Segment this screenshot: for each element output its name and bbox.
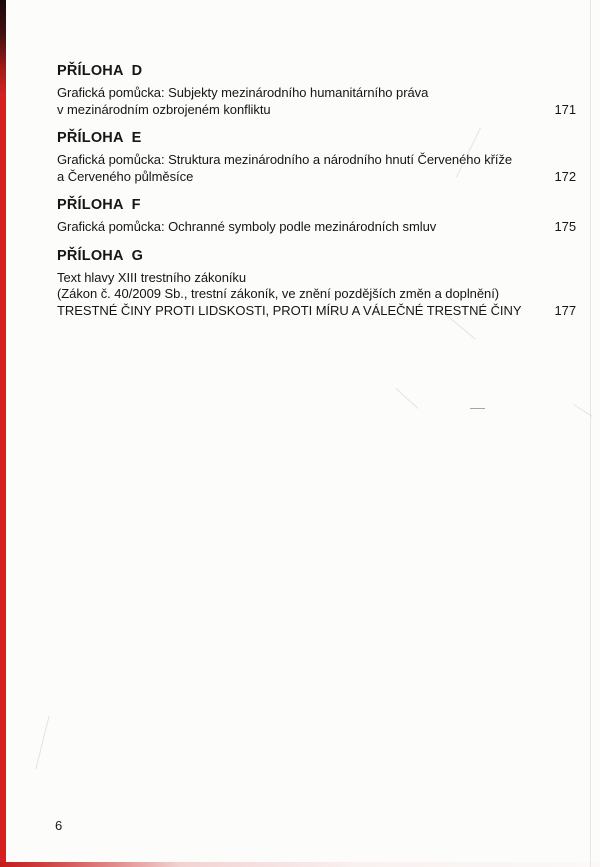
toc-entry-line-text: Grafická pomůcka: Ochranné symboly podle mezinárodních smluv [57, 219, 437, 234]
toc-entry-line-with-page [57, 303, 576, 320]
table-of-contents [57, 64, 576, 332]
toc-entry-priloha-f [57, 198, 576, 236]
toc-entry-heading: PŘÍLOHA D [57, 63, 143, 79]
toc-entry-line-text: a Červeného půlměsíce [57, 168, 194, 184]
scan-artifact [396, 388, 419, 409]
page-scan-edge-line [590, 0, 591, 867]
toc-entry-line: Text hlavy XIII trestního zákoníku [57, 269, 247, 285]
toc-entry-line-text: TRESTNÉ ČINY PROTI LIDSKOSTI, PROTI MÍRU A VÁLEČNÉ TRESTNÉ ČINY [57, 302, 522, 318]
toc-entry-heading: PŘÍLOHA E [57, 130, 142, 146]
toc-page-number: 177 [554, 302, 576, 318]
toc-page-number: 175 [554, 219, 576, 234]
book-spine-left-edge [0, 0, 6, 867]
toc-entry-line-text: v mezinárodním ozbrojeném konfliktu [57, 101, 271, 117]
scan-artifact [470, 408, 485, 409]
folio-page-number: 6 [55, 818, 63, 833]
toc-entry-line-with-page [57, 102, 576, 119]
toc-entry-priloha-e [57, 131, 576, 185]
toc-entry-line: (Zákon č. 40/2009 Sb., trestní zákoník, ve znění pozdějších změn a doplnění) [57, 286, 500, 301]
toc-page-number: 172 [554, 168, 576, 184]
toc-entry-line: Grafická pomůcka: Subjekty mezinárodního humanitárního práva [57, 85, 429, 100]
toc-entry-heading: PŘÍLOHA G [57, 247, 144, 264]
toc-entry-line-with-page [57, 219, 576, 236]
toc-entry-line: Grafická pomůcka: Struktura mezinárodního a národního hnutí Červeného kříže [57, 152, 513, 167]
toc-entry-heading: PŘÍLOHA F [57, 197, 141, 213]
scan-artifact [35, 716, 49, 770]
toc-entry-priloha-d [57, 64, 576, 118]
book-spine-bottom-edge [0, 862, 600, 867]
toc-page-number: 171 [554, 101, 576, 117]
toc-entry-line-with-page [57, 169, 576, 186]
toc-entry-priloha-g [57, 249, 576, 320]
